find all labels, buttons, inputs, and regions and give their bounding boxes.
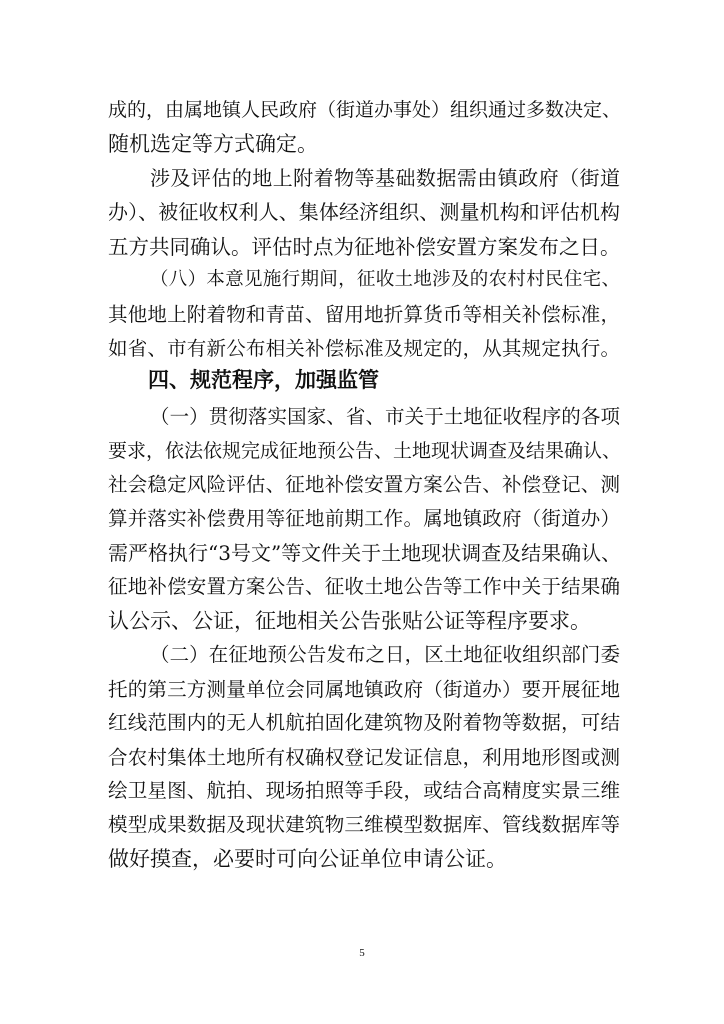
text-line: 如省、市有新公布相关补偿标准及规定的，从其规定执行。 [108, 337, 620, 361]
text-line: 合农村集体土地所有权确权登记发证信息，利用地形图或测 [108, 745, 620, 769]
text-line: 五方共同确认。评估时点为征地补偿安置方案发布之日。 [108, 234, 621, 259]
page-number: 5 [359, 947, 365, 959]
text-line: 算并落实补偿费用等征地前期工作。属地镇政府（街道办） [108, 507, 620, 531]
text-line: （二）在征地预公告发布之日，区土地征收组织部门委 [150, 643, 620, 667]
text-line: 办）、被征收权利人、集体经济组织、测量机构和评估机构 [108, 200, 620, 225]
text-line: 征地补偿安置方案公告、征收土地公告等工作中关于结果确 [108, 575, 620, 599]
text-line: 模型成果数据及现状建筑物三维模型数据库、管线数据库等 [108, 813, 620, 837]
section-heading: 四、规范程序，加强监管 [148, 368, 379, 393]
text-line: 认公示、公证，征地相关公告张贴公证等程序要求。 [108, 608, 591, 633]
text-line: 社会稳定风险评估、征地补偿安置方案公告、补偿登记、测 [108, 472, 620, 496]
text-line: 随机选定等方式确定。 [108, 132, 318, 157]
text-line: 需严格执行“3号文”等文件关于土地现状调查及结果确认、 [108, 540, 622, 565]
text-line: 绘卫星图、航拍、现场拍照等手段，或结合高精度实景三维 [108, 779, 620, 803]
text-line: 涉及评估的地上附着物等基础数据需由镇政府（街道 [150, 165, 620, 190]
text-line: 其他地上附着物和青苗、留用地折算货币等相关补偿标准， [108, 302, 620, 326]
text-line: 做好摸查，必要时可向公证单位申请公证。 [108, 847, 507, 871]
text-line: 红线范围内的无人机航拍固化建筑物及附着物等数据，可结 [108, 711, 620, 735]
text-line: （八）本意见施行期间，征收土地涉及的农村村民住宅、 [150, 269, 620, 291]
text-line: 托的第三方测量单位会同属地镇政府（街道办）要开展征地 [108, 677, 620, 701]
text-line: 成的，由属地镇人民政府（街道办事处）组织通过多数决定、 [108, 99, 622, 121]
text-line: 要求，依法依规完成征地预公告、土地现状调查及结果确认、 [108, 440, 622, 463]
text-line: （一）贯彻落实国家、省、市关于土地征收程序的各项 [150, 405, 620, 428]
